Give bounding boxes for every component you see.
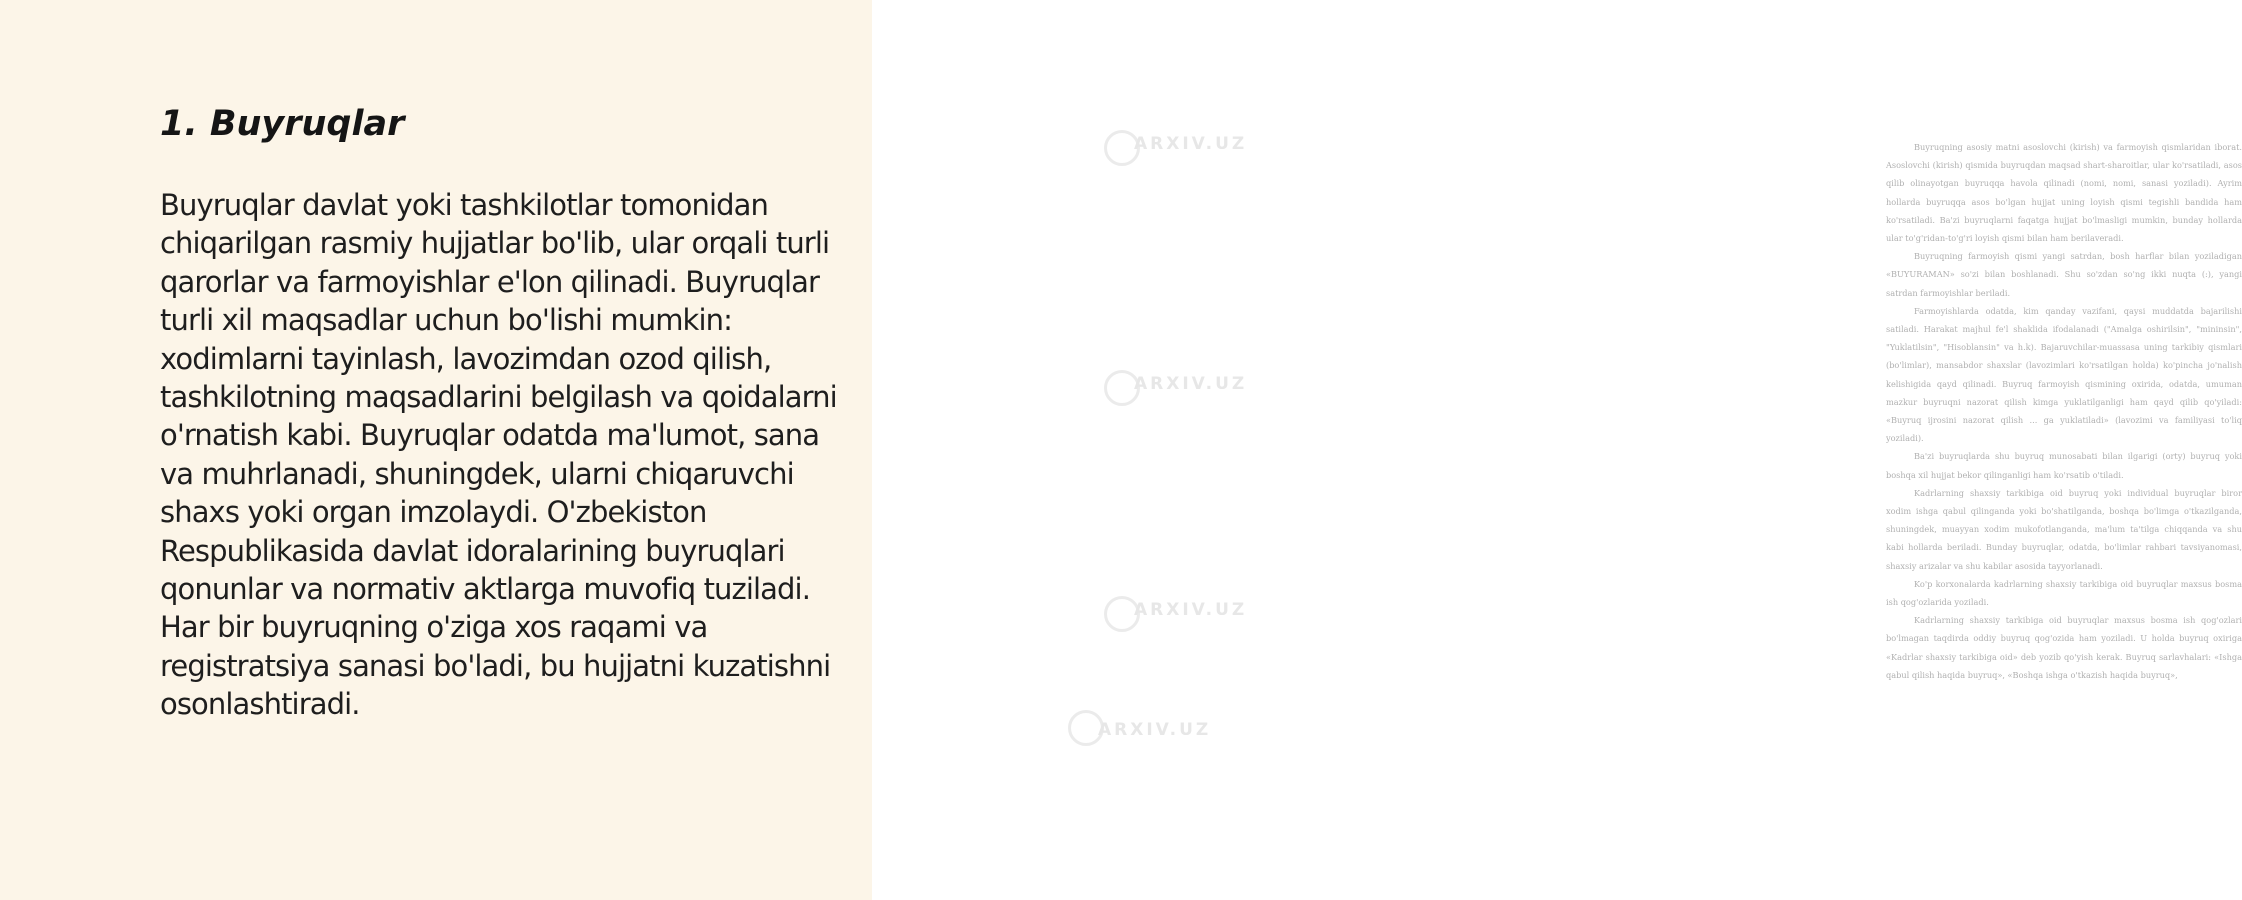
slide-title: 1. Buyruqlar	[160, 104, 405, 144]
watermark-text: ARXIV.UZ	[1098, 720, 1212, 740]
slide-body-text: Buyruqlar davlat yoki tashkilotlar tomonidan chiqarilgan rasmiy hujjatlar bo'lib, ular orqali turli qarorlar va farmoyishlar e'lon qilinadi. Buyruqlar turli xil maqsadlar uchun bo'lishi mumkin: xodimlarni tayinlash, lavozimdan ozod qilish, tashkilotning maqsadlarini belgilash va qoidalarni o'rnatish kabi. Buyruqlar odatda ma'lumot, sana va muhrlanadi, shuningdek, ularni chiqaruvchi shaxs yoki organ imzolaydi. O'zbekiston Respublikasida davlat idoralarining buyruqlari qonunlar va normativ aktlarga muvofiq tuziladi. Har bir buyruqning o'ziga xos raqami va registratsiya sanasi bo'ladi, bu hujjatni kuzatishni osonlashtiradi.	[160, 188, 837, 722]
document-paragraph: Ba'zi buyruqlarda shu buyruq munosabati bilan ilgarigi (orty) buyruq yoki boshqa xil hujjat bekor qilinganligi ham ko'rsatib o'tiladi.	[1886, 451, 2242, 480]
watermark-text: ARXIV.UZ	[1134, 134, 1248, 154]
document-paragraph: Kadrlarning shaxsiy tarkibiga oid buyruqlar maxsus bosma ish qog'ozlari bo'lmagan taqdirda oddiy buyruq qog'ozida ham yoziladi. U holda buyruq oxiriga «Kadrlar shaxsiy tarkibiga oid» deb yozib qo'yish kerak. Buyruq sarlavhalari: «Ishga qabul qilish haqida buyruq», «Boshqa ishga o'tkazish haqida buyruq»,	[1886, 615, 2242, 680]
document-text	[1886, 138, 2242, 684]
text-panel	[0, 0, 872, 900]
document-paragraph: Buyruqning asosiy matni asoslovchi (kirish) va farmoyish qismlaridan iborat. Asoslovchi (kirish) qismida buyruqdan maqsad shart-sharoitlar, ular ko'rsatiladi, asos qilib olinayotgan buyruqqa havola qilinadi (nomi, nomi, sanasi yoziladi). Ayrim hollarda buyruqqa asos bo'lgan hujjat uning loyish qismi tegishli bandida ham ko'rsatiladi. Ba'zi buyruqlarni faqatga hujjat bo'lmasligi mumkin, bunday hollarda ular to'g'ridan-to'g'ri loyish qismi bilan ham berilaveradi.	[1886, 142, 2242, 244]
document-image-panel	[872, 0, 2242, 900]
document-paragraph: Ko'p korxonalarda kadrlarning shaxsiy tarkibiga oid buyruqlar maxsus bosma ish qog'ozlarida yoziladi.	[1886, 578, 2242, 608]
document-paragraph: Kadrlarning shaxsiy tarkibiga oid buyruq yoki individual buyruqlar biror xodim ishga qabul qilinganda yoki bo'shatilganda, boshqa bo'limga o'tkazilganda, shuningdek, muayyan xodim mukofotlanganda, ma'lum ta'tilga chiqqanda va shu kabi hollarda beriladi. Bunday buyruqlar, odatda, bo'limlar rahbari tavsiyanomasi, shaxsiy arizalar va shu kabilar asosida tayyorlanadi.	[1886, 487, 2242, 571]
document-page-image	[1886, 138, 2242, 738]
document-paragraph: Farmoyishlarda odatda, kim qanday vazifani, qaysi muddatda bajarilishi satiladi. Harakat majhul fe'l shaklida ifodalanadi ("Amalga oshirilsin", "mininsin", "Yuklatilsin", "Hisoblansin" va h.k). Bajaruvchilar-muassasa uning tarkibiy qismlari (bo'limlar), mansabdor shaxslar (lavozimlari ko'rsatilgan holda) ko'pincha jo'nalish kelishigida qayd qilinadi. Buyruq farmoyish qismining oxirida, odatda, umuman mazkur buyruqni nazorat qilish kimga yuklatilganligi ham qayd qilib qo'yiladi: «Buyruq ijrosini nazorat qilish ... ga yuklatiladi» (lavozimi va familiyasi to'liq yoziladi).	[1886, 305, 2242, 444]
watermark-text: ARXIV.UZ	[1134, 374, 1248, 394]
document-paragraph: Buyruqning farmoyish qismi yangi satrdan, bosh harflar bilan yoziladigan «BUYURAMAN» so'zi bilan boshlanadi. Shu so'zdan so'ng ikki nuqta (:), yangi satrdan farmoyishlar beriladi.	[1886, 251, 2242, 298]
watermark-text: ARXIV.UZ	[1134, 600, 1248, 620]
